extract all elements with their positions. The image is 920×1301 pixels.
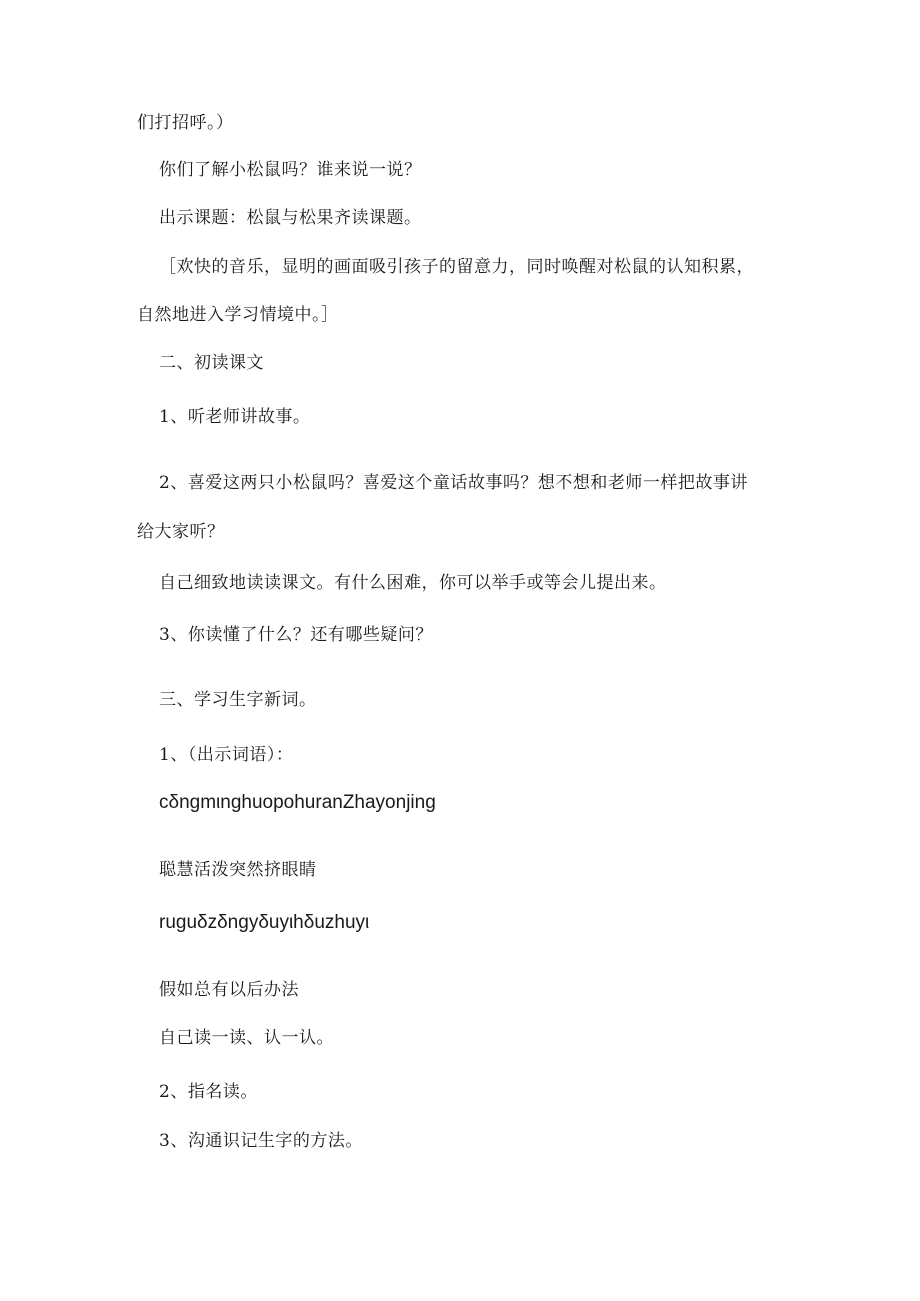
- list-item: 3、你读懂了什么？还有哪些疑问？: [159, 625, 433, 645]
- pinyin-line: ruguδzδngyδuyιhδuzhuyι: [159, 912, 370, 933]
- text-line: 你们了解小松鼠吗？谁来说一说？: [159, 160, 422, 180]
- text-line: ［欢快的音乐，显明的画面吸引孩子的留意力，同时唤醒对松鼠的认知积累，: [159, 257, 754, 277]
- section-heading: 二、初读课文: [159, 353, 264, 373]
- text-line: 给大家听？: [137, 522, 225, 542]
- text-line: 自己细致地读读课文。有什么困难，你可以举手或等会儿提出来。: [159, 573, 667, 593]
- section-heading: 三、学习生字新词。: [159, 690, 317, 710]
- text-line: 自然地进入学习情境中。］: [137, 305, 339, 325]
- pinyin-line: cδngmιnghuopohuranZhayonjing: [159, 792, 436, 813]
- list-item: 2、指名读。: [159, 1082, 258, 1102]
- list-item: 1、（出示词语）：: [159, 745, 294, 765]
- vocabulary-line: 聪慧活泼突然挤眼睛: [159, 860, 317, 880]
- text-line: 们打招呼。）: [137, 113, 234, 133]
- text-line: 出示课题：松鼠与松果齐读课题。: [159, 208, 422, 228]
- list-item: 2、喜爱这两只小松鼠吗？喜爱这个童话故事吗？想不想和老师一样把故事讲: [159, 473, 748, 493]
- list-item: 3、沟通识记生字的方法。: [159, 1131, 363, 1151]
- vocabulary-line: 假如总有以后办法: [159, 980, 299, 1000]
- list-item: 1、听老师讲故事。: [159, 407, 311, 427]
- text-line: 自己读一读、认一认。: [159, 1028, 334, 1048]
